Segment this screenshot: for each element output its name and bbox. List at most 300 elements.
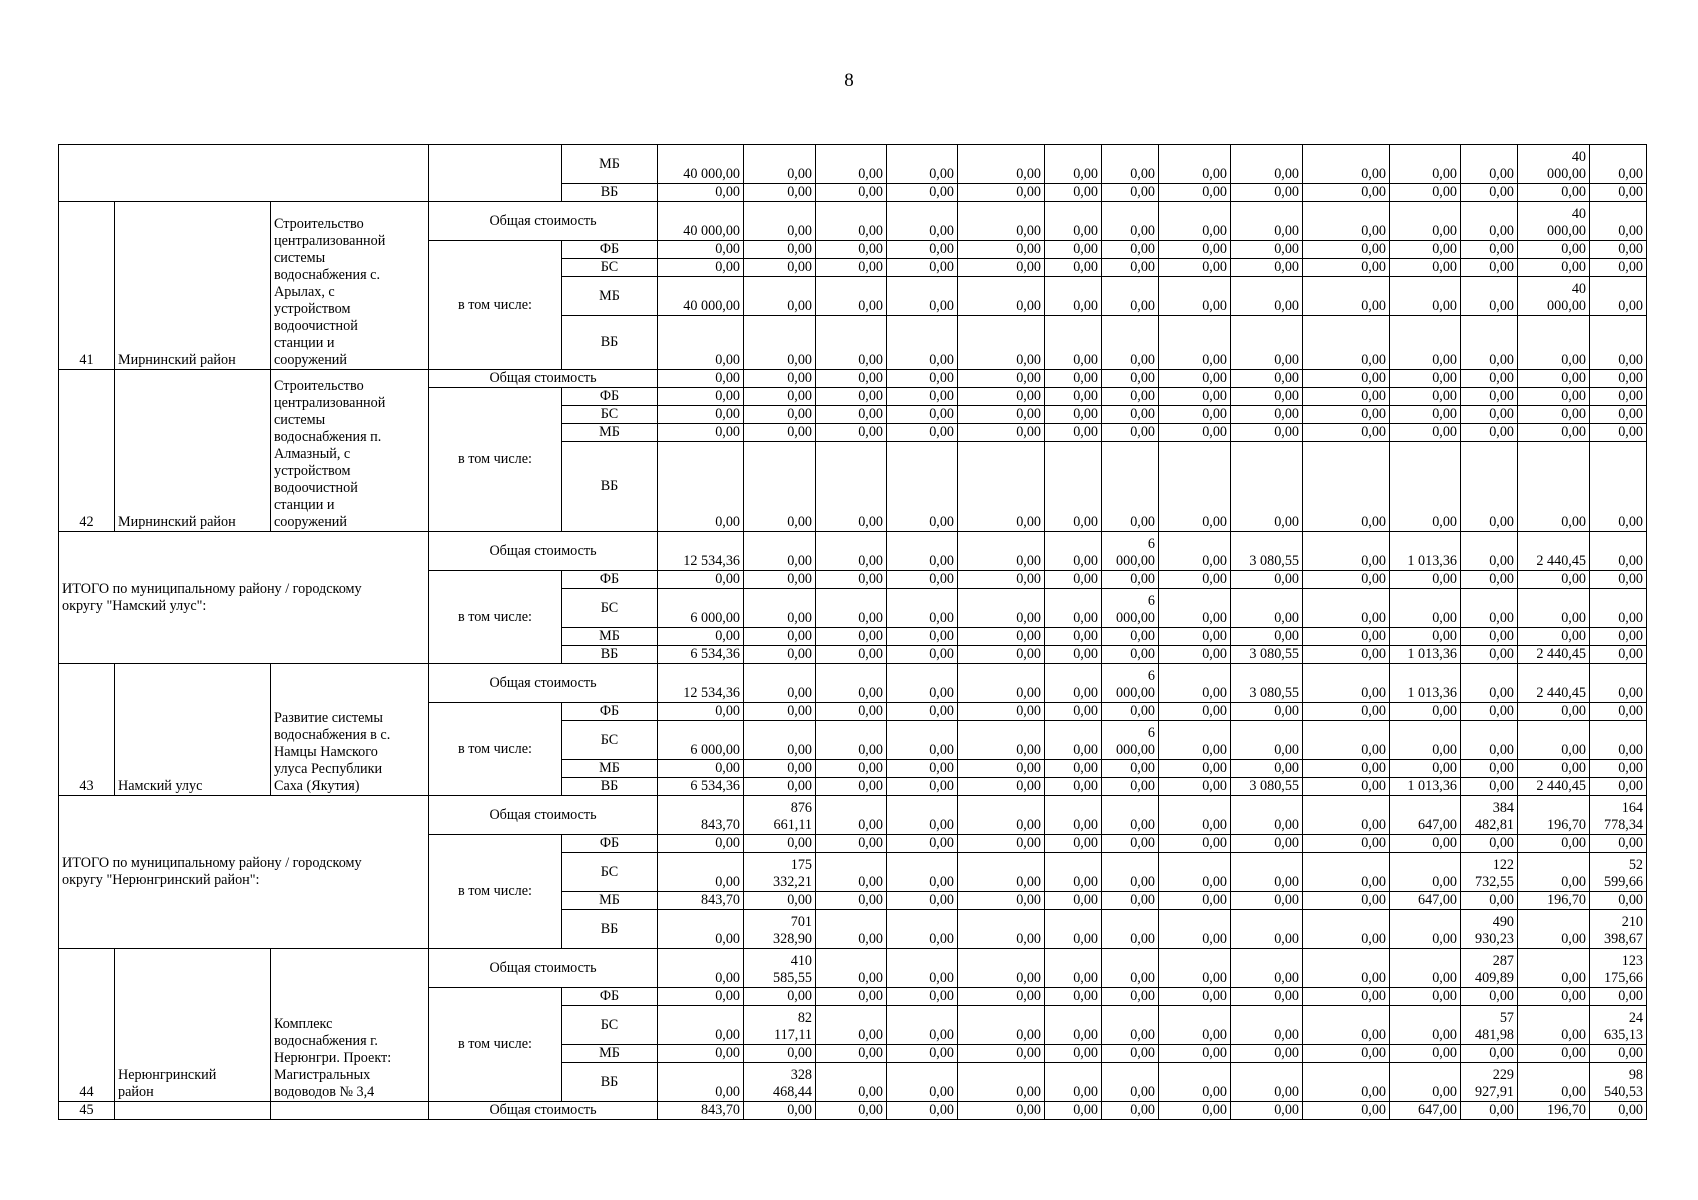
value-cell: 0,00 <box>816 1102 887 1120</box>
value-cell: 0,00 <box>1102 424 1159 442</box>
value-cell: 0,00 <box>1102 1102 1159 1120</box>
value-cell: 0,00 <box>1159 184 1231 202</box>
value-cell: 0,00 <box>1231 424 1303 442</box>
value-cell: 0,00 <box>1102 202 1159 241</box>
value-cell: 0,00 <box>1590 1045 1647 1063</box>
value-cell: 40 000,00 <box>658 277 744 316</box>
value-cell: 0,00 <box>1518 853 1590 892</box>
value-cell: 0,00 <box>1102 1006 1159 1045</box>
funding-source: МБ <box>562 628 658 646</box>
project-name: Строительство централизованной системы водоснабжения п. Алмазный, с устройством водоочистной станции и сооружений <box>271 370 429 532</box>
value-cell: 57 481,98 <box>1461 1006 1518 1045</box>
value-cell: 0,00 <box>1102 241 1159 259</box>
funding-source: МБ <box>562 424 658 442</box>
value-cell: 0,00 <box>1303 277 1390 316</box>
value-cell: 0,00 <box>1518 388 1590 406</box>
value-cell: 0,00 <box>658 388 744 406</box>
value-cell: 0,00 <box>744 388 816 406</box>
value-cell: 0,00 <box>1303 853 1390 892</box>
value-cell: 0,00 <box>816 202 887 241</box>
funding-source: ВБ <box>562 1063 658 1102</box>
value-cell: 6 534,36 <box>658 778 744 796</box>
value-cell: 0,00 <box>1303 442 1390 532</box>
value-cell: 0,00 <box>1303 646 1390 664</box>
value-cell: 0,00 <box>658 703 744 721</box>
value-cell: 843,70 <box>658 796 744 835</box>
value-cell: 0,00 <box>1461 406 1518 424</box>
value-cell: 24 635,13 <box>1590 1006 1647 1045</box>
value-cell: 0,00 <box>1231 721 1303 760</box>
value-cell: 0,00 <box>1390 424 1461 442</box>
total-cost-label: Общая стоимость <box>429 1102 658 1120</box>
value-cell: 98 540,53 <box>1590 1063 1647 1102</box>
value-cell: 0,00 <box>816 1006 887 1045</box>
value-cell: 0,00 <box>1231 259 1303 277</box>
including-label: в том числе: <box>429 835 562 949</box>
total-cost-label: Общая стоимость <box>429 202 658 241</box>
value-cell: 0,00 <box>1390 1006 1461 1045</box>
value-cell: 40 000,00 <box>1518 277 1590 316</box>
value-cell: 0,00 <box>1045 316 1102 370</box>
value-cell: 0,00 <box>1590 424 1647 442</box>
value-cell: 0,00 <box>1461 892 1518 910</box>
value-cell: 0,00 <box>1518 988 1590 1006</box>
total-row <box>59 796 1647 835</box>
funding-source: ВБ <box>562 646 658 664</box>
value-cell: 0,00 <box>1045 532 1102 571</box>
value-cell: 0,00 <box>1102 316 1159 370</box>
value-cell: 0,00 <box>1045 442 1102 532</box>
value-cell: 701 328,90 <box>744 910 816 949</box>
value-cell: 0,00 <box>658 760 744 778</box>
value-cell: 0,00 <box>1102 646 1159 664</box>
table-row <box>59 664 1647 703</box>
value-cell: 0,00 <box>1518 1063 1590 1102</box>
value-cell: 0,00 <box>958 370 1045 388</box>
value-cell: 0,00 <box>1390 988 1461 1006</box>
value-cell: 0,00 <box>1231 388 1303 406</box>
value-cell: 0,00 <box>1461 277 1518 316</box>
value-cell: 0,00 <box>887 835 958 853</box>
value-cell: 0,00 <box>1518 703 1590 721</box>
value-cell: 0,00 <box>1159 277 1231 316</box>
value-cell: 0,00 <box>1518 442 1590 532</box>
value-cell: 0,00 <box>1231 628 1303 646</box>
value-cell: 0,00 <box>1102 259 1159 277</box>
value-cell: 876 661,11 <box>744 796 816 835</box>
value-cell: 0,00 <box>1461 721 1518 760</box>
value-cell: 0,00 <box>1045 406 1102 424</box>
value-cell: 0,00 <box>1231 703 1303 721</box>
value-cell: 0,00 <box>1303 424 1390 442</box>
value-cell: 0,00 <box>658 442 744 532</box>
value-cell: 0,00 <box>1461 628 1518 646</box>
value-cell: 0,00 <box>1461 835 1518 853</box>
total-cost-label: Общая стоимость <box>429 949 658 988</box>
value-cell: 0,00 <box>1159 316 1231 370</box>
funding-source: МБ <box>562 1045 658 1063</box>
total-cost-label: Общая стоимость <box>429 664 658 703</box>
value-cell: 0,00 <box>887 241 958 259</box>
value-cell: 1 013,36 <box>1390 532 1461 571</box>
total-label: ИТОГО по муниципальному району / городскому округу "Намский улус": <box>59 532 429 664</box>
value-cell: 0,00 <box>887 949 958 988</box>
value-cell: 0,00 <box>887 571 958 589</box>
value-cell: 0,00 <box>1102 571 1159 589</box>
value-cell: 175 332,21 <box>744 853 816 892</box>
value-cell: 0,00 <box>658 259 744 277</box>
value-cell: 0,00 <box>816 703 887 721</box>
value-cell: 0,00 <box>744 571 816 589</box>
value-cell: 0,00 <box>887 1045 958 1063</box>
value-cell: 0,00 <box>1045 184 1102 202</box>
value-cell: 0,00 <box>1390 910 1461 949</box>
value-cell: 0,00 <box>1461 571 1518 589</box>
row-number: 42 <box>59 370 115 532</box>
row-number: 43 <box>59 664 115 796</box>
value-cell: 0,00 <box>1045 703 1102 721</box>
value-cell: 0,00 <box>1159 949 1231 988</box>
value-cell: 2 440,45 <box>1518 646 1590 664</box>
value-cell: 0,00 <box>958 442 1045 532</box>
value-cell: 0,00 <box>1159 646 1231 664</box>
value-cell: 0,00 <box>1159 202 1231 241</box>
funding-source: БС <box>562 589 658 628</box>
value-cell: 210 398,67 <box>1590 910 1647 949</box>
value-cell: 12 534,36 <box>658 532 744 571</box>
value-cell: 0,00 <box>958 778 1045 796</box>
value-cell: 0,00 <box>1159 442 1231 532</box>
row-number: 45 <box>59 1102 115 1120</box>
funding-source: МБ <box>562 145 658 184</box>
value-cell: 0,00 <box>1390 388 1461 406</box>
value-cell: 0,00 <box>887 892 958 910</box>
value-cell: 0,00 <box>958 388 1045 406</box>
value-cell: 0,00 <box>887 202 958 241</box>
value-cell: 123 175,66 <box>1590 949 1647 988</box>
page-number: 8 <box>844 70 854 91</box>
funding-source: ФБ <box>562 835 658 853</box>
value-cell: 0,00 <box>816 646 887 664</box>
value-cell: 647,00 <box>1390 796 1461 835</box>
value-cell: 0,00 <box>1303 835 1390 853</box>
value-cell: 0,00 <box>1461 259 1518 277</box>
value-cell: 0,00 <box>816 406 887 424</box>
value-cell: 0,00 <box>1231 910 1303 949</box>
value-cell: 0,00 <box>658 424 744 442</box>
value-cell: 843,70 <box>658 1102 744 1120</box>
value-cell: 0,00 <box>1159 1063 1231 1102</box>
value-cell: 0,00 <box>1303 184 1390 202</box>
value-cell: 0,00 <box>1390 1045 1461 1063</box>
value-cell: 0,00 <box>816 145 887 184</box>
value-cell: 0,00 <box>1303 406 1390 424</box>
value-cell: 490 930,23 <box>1461 910 1518 949</box>
value-cell: 0,00 <box>816 442 887 532</box>
value-cell: 0,00 <box>1461 646 1518 664</box>
value-cell: 0,00 <box>1390 241 1461 259</box>
value-cell: 0,00 <box>1303 949 1390 988</box>
value-cell: 40 000,00 <box>1518 145 1590 184</box>
value-cell: 0,00 <box>887 259 958 277</box>
row-number: 41 <box>59 202 115 370</box>
value-cell: 0,00 <box>1303 760 1390 778</box>
value-cell: 0,00 <box>744 646 816 664</box>
value-cell: 0,00 <box>744 760 816 778</box>
district-name: Намский улус <box>115 664 271 796</box>
value-cell: 0,00 <box>1102 277 1159 316</box>
value-cell: 3 080,55 <box>1231 778 1303 796</box>
value-cell: 0,00 <box>1590 571 1647 589</box>
value-cell: 0,00 <box>1590 316 1647 370</box>
value-cell: 0,00 <box>816 388 887 406</box>
value-cell: 0,00 <box>1045 721 1102 760</box>
value-cell: 6 000,00 <box>1102 589 1159 628</box>
value-cell: 0,00 <box>1159 145 1231 184</box>
total-cost-label: Общая стоимость <box>429 370 658 388</box>
value-cell: 0,00 <box>958 796 1045 835</box>
value-cell: 0,00 <box>1303 589 1390 628</box>
value-cell: 0,00 <box>1102 703 1159 721</box>
table-row <box>59 949 1647 988</box>
value-cell: 0,00 <box>887 370 958 388</box>
value-cell: 0,00 <box>1590 388 1647 406</box>
value-cell: 0,00 <box>887 778 958 796</box>
value-cell: 0,00 <box>1461 184 1518 202</box>
value-cell: 0,00 <box>1231 1102 1303 1120</box>
value-cell: 0,00 <box>1159 589 1231 628</box>
value-cell: 0,00 <box>1231 184 1303 202</box>
value-cell: 196,70 <box>1518 796 1590 835</box>
value-cell: 0,00 <box>1518 628 1590 646</box>
value-cell: 0,00 <box>1045 259 1102 277</box>
funding-source: ВБ <box>562 316 658 370</box>
value-cell: 0,00 <box>1231 442 1303 532</box>
funding-source: БС <box>562 259 658 277</box>
value-cell: 0,00 <box>1231 1045 1303 1063</box>
value-cell: 0,00 <box>1303 316 1390 370</box>
value-cell: 0,00 <box>816 628 887 646</box>
value-cell: 0,00 <box>887 796 958 835</box>
value-cell: 2 440,45 <box>1518 664 1590 703</box>
value-cell: 0,00 <box>958 202 1045 241</box>
value-cell: 0,00 <box>744 442 816 532</box>
value-cell: 0,00 <box>1303 910 1390 949</box>
value-cell: 0,00 <box>744 184 816 202</box>
value-cell: 0,00 <box>1518 721 1590 760</box>
value-cell: 0,00 <box>1390 259 1461 277</box>
value-cell: 0,00 <box>1303 241 1390 259</box>
value-cell: 0,00 <box>1590 184 1647 202</box>
value-cell: 0,00 <box>958 835 1045 853</box>
value-cell: 0,00 <box>1390 949 1461 988</box>
value-cell: 0,00 <box>744 370 816 388</box>
value-cell: 0,00 <box>1390 835 1461 853</box>
value-cell: 328 468,44 <box>744 1063 816 1102</box>
value-cell: 0,00 <box>1590 778 1647 796</box>
value-cell: 0,00 <box>1303 259 1390 277</box>
funding-source: БС <box>562 1006 658 1045</box>
value-cell: 0,00 <box>1303 1006 1390 1045</box>
value-cell: 0,00 <box>1590 835 1647 853</box>
value-cell: 0,00 <box>958 664 1045 703</box>
value-cell: 0,00 <box>1045 277 1102 316</box>
value-cell: 0,00 <box>816 721 887 760</box>
value-cell: 0,00 <box>744 664 816 703</box>
value-cell: 0,00 <box>1102 145 1159 184</box>
funding-source: ФБ <box>562 571 658 589</box>
value-cell: 0,00 <box>1102 628 1159 646</box>
value-cell: 0,00 <box>958 424 1045 442</box>
value-cell: 0,00 <box>958 1063 1045 1102</box>
including-label: в том числе: <box>429 388 562 532</box>
value-cell: 0,00 <box>887 424 958 442</box>
value-cell: 0,00 <box>816 853 887 892</box>
value-cell: 0,00 <box>1390 442 1461 532</box>
value-cell: 0,00 <box>744 259 816 277</box>
value-cell: 0,00 <box>1159 406 1231 424</box>
value-cell: 0,00 <box>1159 760 1231 778</box>
value-cell: 0,00 <box>1231 277 1303 316</box>
value-cell: 0,00 <box>1102 988 1159 1006</box>
value-cell: 0,00 <box>744 988 816 1006</box>
value-cell: 0,00 <box>816 532 887 571</box>
value-cell: 0,00 <box>887 388 958 406</box>
project-name: Комплекс водоснабжения г. Нерюнгри. Проект: Магистральных водоводов № 3,4 <box>271 949 429 1102</box>
total-row <box>59 532 1647 571</box>
value-cell: 0,00 <box>1159 910 1231 949</box>
value-cell: 0,00 <box>658 910 744 949</box>
value-cell: 1 013,36 <box>1390 646 1461 664</box>
value-cell: 0,00 <box>744 532 816 571</box>
value-cell: 0,00 <box>1231 796 1303 835</box>
value-cell: 0,00 <box>1045 202 1102 241</box>
funding-source: ВБ <box>562 778 658 796</box>
value-cell: 0,00 <box>1303 1102 1390 1120</box>
value-cell: 0,00 <box>658 1063 744 1102</box>
value-cell: 0,00 <box>816 259 887 277</box>
value-cell: 0,00 <box>958 760 1045 778</box>
value-cell: 0,00 <box>1590 703 1647 721</box>
value-cell: 0,00 <box>1518 370 1590 388</box>
value-cell: 0,00 <box>1590 241 1647 259</box>
value-cell: 0,00 <box>1045 1063 1102 1102</box>
value-cell: 0,00 <box>1518 424 1590 442</box>
value-cell: 0,00 <box>1590 259 1647 277</box>
value-cell: 0,00 <box>1045 1006 1102 1045</box>
value-cell: 0,00 <box>1159 628 1231 646</box>
value-cell: 0,00 <box>816 892 887 910</box>
funding-table <box>58 144 1647 1120</box>
value-cell: 647,00 <box>1390 892 1461 910</box>
value-cell: 0,00 <box>958 145 1045 184</box>
value-cell: 0,00 <box>958 571 1045 589</box>
value-cell: 0,00 <box>1102 760 1159 778</box>
value-cell: 0,00 <box>1159 571 1231 589</box>
value-cell: 0,00 <box>1231 241 1303 259</box>
value-cell: 0,00 <box>1390 703 1461 721</box>
value-cell: 0,00 <box>744 721 816 760</box>
value-cell: 0,00 <box>816 316 887 370</box>
total-label: ИТОГО по муниципальному району / городскому округу "Нерюнгринский район": <box>59 796 429 949</box>
value-cell: 0,00 <box>887 760 958 778</box>
value-cell: 0,00 <box>1102 778 1159 796</box>
value-cell: 122 732,55 <box>1461 853 1518 892</box>
value-cell: 0,00 <box>1159 241 1231 259</box>
value-cell: 0,00 <box>1159 1045 1231 1063</box>
value-cell: 0,00 <box>1518 760 1590 778</box>
value-cell: 0,00 <box>887 589 958 628</box>
value-cell: 0,00 <box>1518 835 1590 853</box>
value-cell: 3 080,55 <box>1231 532 1303 571</box>
value-cell: 0,00 <box>887 628 958 646</box>
value-cell: 0,00 <box>658 853 744 892</box>
value-cell: 0,00 <box>1045 778 1102 796</box>
value-cell: 0,00 <box>1390 406 1461 424</box>
value-cell: 0,00 <box>958 589 1045 628</box>
value-cell: 0,00 <box>1461 589 1518 628</box>
value-cell: 0,00 <box>744 424 816 442</box>
value-cell: 0,00 <box>1159 424 1231 442</box>
value-cell: 0,00 <box>1159 835 1231 853</box>
value-cell: 0,00 <box>1518 1006 1590 1045</box>
value-cell: 0,00 <box>658 1006 744 1045</box>
value-cell: 0,00 <box>744 1045 816 1063</box>
total-cost-label: Общая стоимость <box>429 796 658 835</box>
value-cell: 0,00 <box>1303 703 1390 721</box>
value-cell: 6 000,00 <box>1102 532 1159 571</box>
table-row <box>59 145 1647 184</box>
value-cell: 0,00 <box>1518 406 1590 424</box>
value-cell: 0,00 <box>1303 796 1390 835</box>
value-cell: 0,00 <box>816 778 887 796</box>
value-cell: 647,00 <box>1390 1102 1461 1120</box>
value-cell: 6 000,00 <box>1102 664 1159 703</box>
value-cell: 40 000,00 <box>658 202 744 241</box>
value-cell: 0,00 <box>816 1063 887 1102</box>
value-cell: 0,00 <box>1102 949 1159 988</box>
value-cell: 0,00 <box>887 988 958 1006</box>
value-cell: 0,00 <box>1159 388 1231 406</box>
funding-source: БС <box>562 853 658 892</box>
value-cell: 0,00 <box>1231 835 1303 853</box>
value-cell: 0,00 <box>958 1006 1045 1045</box>
value-cell: 0,00 <box>1518 241 1590 259</box>
value-cell: 0,00 <box>1590 202 1647 241</box>
value-cell: 0,00 <box>1159 796 1231 835</box>
including-label: в том числе: <box>429 703 562 796</box>
value-cell: 0,00 <box>1231 316 1303 370</box>
district-name: Нерюнгринский район <box>115 949 271 1102</box>
value-cell: 0,00 <box>816 184 887 202</box>
funding-source: БС <box>562 406 658 424</box>
funding-source: ВБ <box>562 442 658 532</box>
value-cell: 0,00 <box>1303 370 1390 388</box>
value-cell: 0,00 <box>1590 277 1647 316</box>
funding-source: ВБ <box>562 184 658 202</box>
value-cell: 0,00 <box>958 1102 1045 1120</box>
value-cell: 0,00 <box>1590 145 1647 184</box>
value-cell: 196,70 <box>1518 892 1590 910</box>
value-cell: 0,00 <box>658 988 744 1006</box>
district-name: Мирнинский район <box>115 370 271 532</box>
value-cell: 0,00 <box>1231 988 1303 1006</box>
value-cell: 164 778,34 <box>1590 796 1647 835</box>
value-cell: 0,00 <box>1231 1063 1303 1102</box>
value-cell: 0,00 <box>958 406 1045 424</box>
value-cell: 0,00 <box>1461 988 1518 1006</box>
value-cell: 0,00 <box>1102 910 1159 949</box>
